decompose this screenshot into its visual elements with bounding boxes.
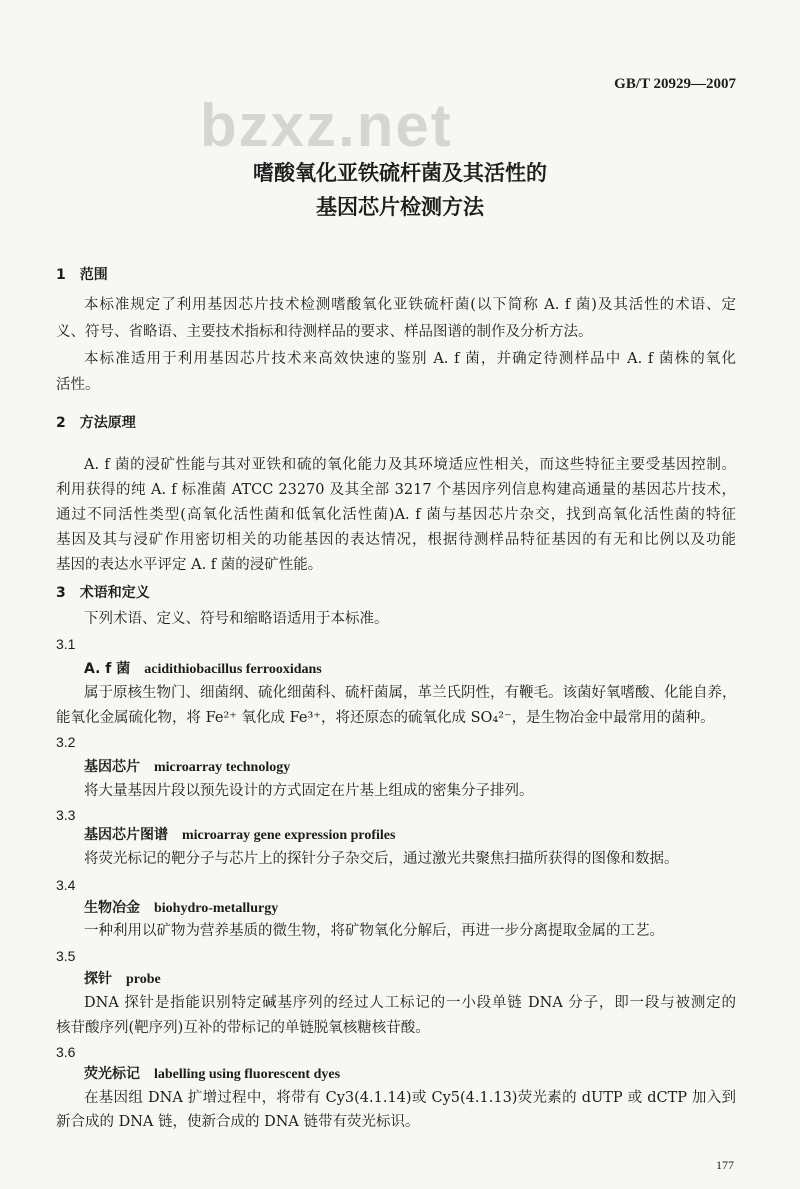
term-definition: 一种利用以矿物为营养基质的微生物，将矿物氧化分解后，再进一步分离提取金属的工艺。 (84, 923, 664, 939)
term-definition: 能氧化金属硫化物，将 Fe²⁺ 氧化成 Fe³⁺，将还原态的硫氧化成 SO₄²⁻，是生物冶金中最常用的菌种。 (56, 710, 715, 726)
term-definition: 属于原核生物门、细菌纲、硫化细菌科、硫杆菌属，革兰氏阴性，有鞭毛。该菌好氧嗜酸、化能自养， (84, 685, 737, 701)
s1-line: 本标准适用于利用基因芯片技术来高效快速的鉴别 A. f 菌，并确定待测样品中 A. f 菌株的氧化 (84, 351, 736, 367)
s2-line: 利用获得的纯 A. f 标准菌 ATCC 23270 及其全部 3217 个基因序列信息构建高通量的基因芯片技术， (56, 482, 736, 498)
term-definition: 将大量基因片段以预先设计的方式固定在片基上组成的密集分子排列。 (84, 783, 534, 799)
term-number: 3.1 (56, 636, 76, 652)
term-number: 3.6 (56, 1044, 76, 1060)
page-number: 177 (716, 1158, 734, 1172)
title-line-2: 基因芯片检测方法 (316, 195, 484, 219)
s2-line: A. f 菌的浸矿性能与其对亚铁和硫的氧化能力及其环境适应性相关，而这些特征主要受基因控制。 (84, 457, 736, 473)
standard-number: GB/T 20929—2007 (614, 76, 736, 92)
term-title: 生物冶金 biohydro-metallurgy (84, 900, 279, 916)
section-2-heading: 2 方法原理 (56, 415, 136, 431)
term-definition: 在基因组 DNA 扩增过程中，将带有 Cy3(4.1.14)或 Cy5(4.1.13)荧光素的 dUTP 或 dCTP 加入到 (84, 1090, 736, 1106)
s1-line: 本标准规定了利用基因芯片技术检测嗜酸氧化亚铁硫杆菌(以下简称 A. f 菌)及其活性的术语、定 (84, 297, 736, 313)
watermark: bzxz.net (200, 92, 453, 159)
term-title: 基因芯片图谱 microarray gene expression profiles (84, 827, 396, 843)
term-definition: 将荧光标记的靶分子与芯片上的探针分子杂交后，通过激光共聚焦扫描所获得的图像和数据。 (84, 851, 679, 867)
term-definition: 新合成的 DNA 链，使新合成的 DNA 链带有荧光标识。 (56, 1114, 420, 1130)
term-definition: DNA 探针是指能识别特定碱基序列的经过人工标记的一小段单链 DNA 分子，即一段与被测定的 (84, 995, 736, 1011)
s3-intro: 下列术语、定义、符号和缩略语适用于本标准。 (84, 611, 389, 627)
term-title: 荧光标记 labelling using fluorescent dyes (84, 1066, 341, 1082)
s1-line: 义、符号、省略语、主要技术指标和待测样品的要求、样品图谱的制作及分析方法。 (56, 324, 593, 340)
title-line-1: 嗜酸氧化亚铁硫杆菌及其活性的 (253, 161, 547, 185)
term-number: 3.5 (56, 948, 76, 964)
s1-line: 活性。 (56, 377, 100, 393)
section-1-heading: 1 范围 (56, 267, 108, 283)
section-3-heading: 3 术语和定义 (56, 585, 150, 601)
term-number: 3.3 (56, 807, 76, 823)
s2-line: 基因的表达水平评定 A. f 菌的浸矿性能。 (56, 557, 323, 573)
term-definition: 核苷酸序列(靶序列)互补的带标记的单链脱氧核糖核苷酸。 (56, 1020, 430, 1036)
term-number: 3.4 (56, 877, 76, 893)
term-title: 基因芯片 microarray technology (84, 759, 291, 775)
term-number: 3.2 (56, 734, 76, 750)
term-title: 探针 probe (84, 971, 161, 987)
term-title: A. f 菌 acidithiobacillus ferrooxidans (84, 661, 322, 677)
s2-line: 通过不同活性类型(高氧化活性菌和低氧化活性菌)A. f 菌与基因芯片杂交，找到高氧化活性菌的特征 (56, 507, 736, 523)
s2-line: 基因及其与浸矿作用密切相关的功能基因的表达情况，根据待测样品特征基因的有无和比例以及功能 (56, 532, 736, 548)
